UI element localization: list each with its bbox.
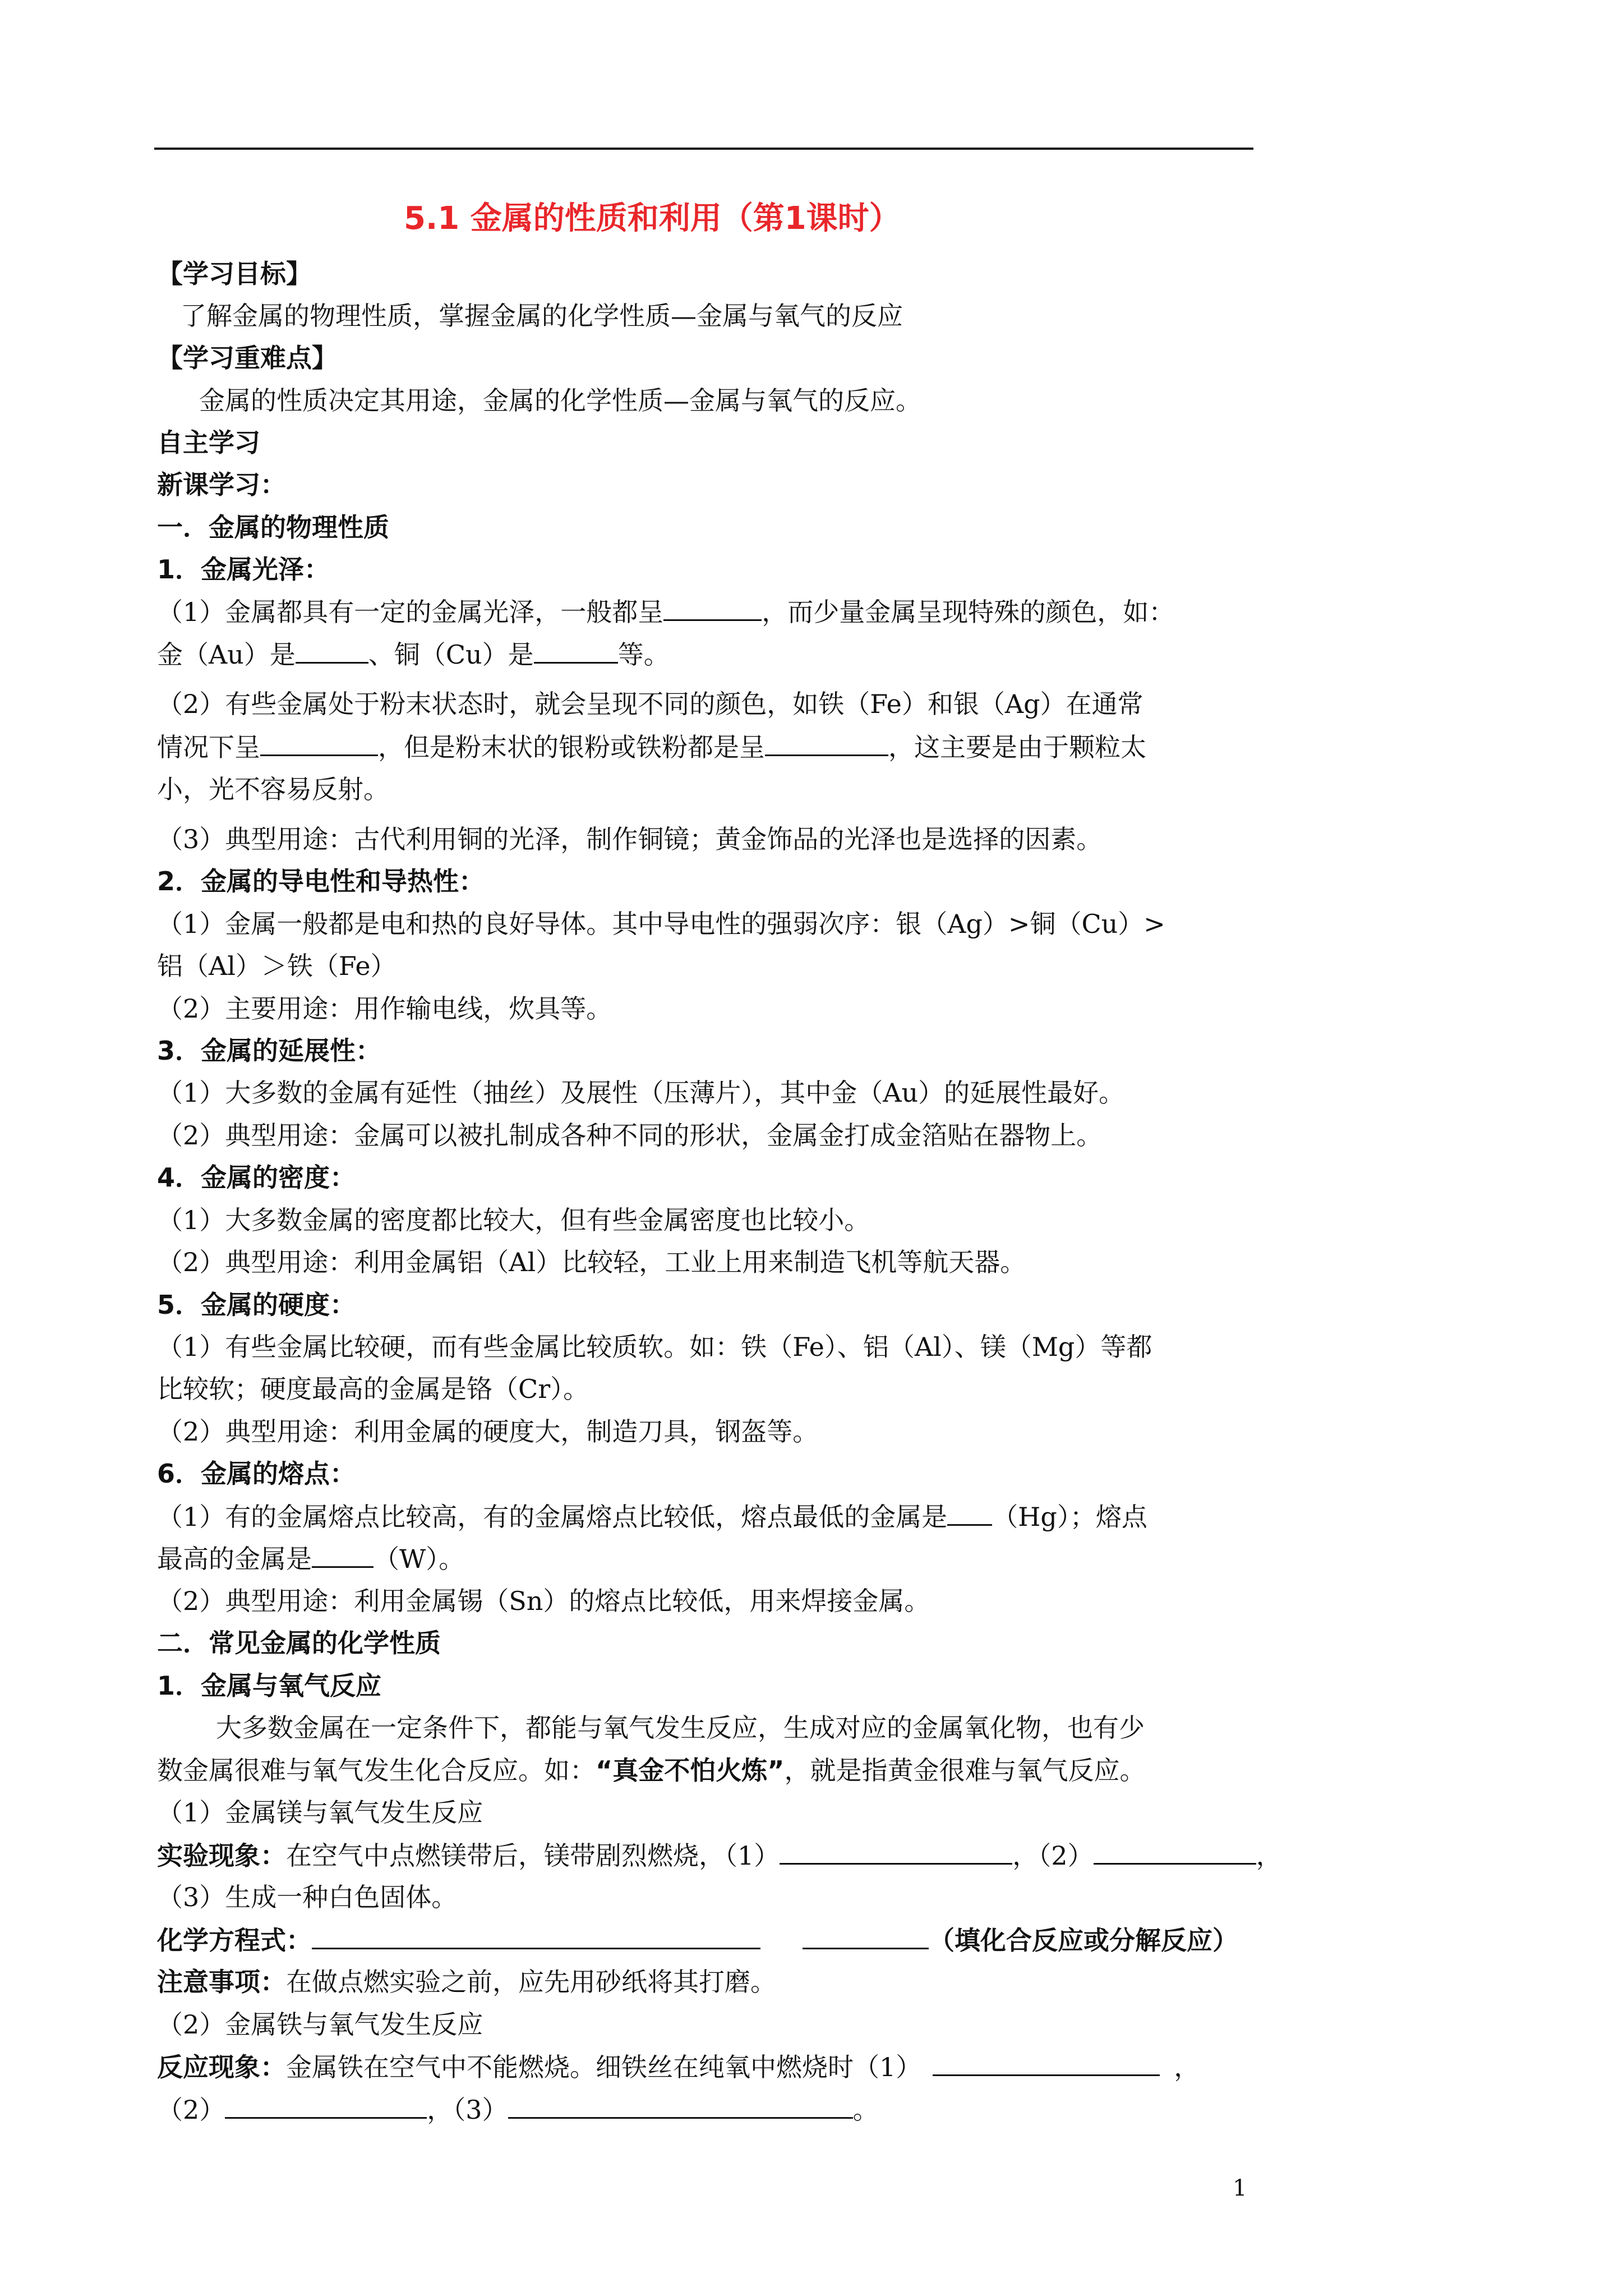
text-span: ，但是粉末状的银粉或铁粉都是呈 — [378, 732, 765, 762]
text-span: 金属铁在空气中不能燃烧。细铁丝在纯氧中燃烧时（1） — [286, 2052, 922, 2082]
subheading-conductivity: 2．金属的导电性和导热性： — [157, 866, 485, 896]
section-heading-objectives: 【学习目标】 — [157, 259, 312, 289]
heading-chemical-properties: 二．常见金属的化学性质 — [157, 1628, 441, 1658]
fill-blank[interactable] — [803, 1923, 929, 1949]
text-line: （1）金属一般都是电和热的良好导体。其中导电性的强弱次序：银（Ag）>铜（Cu）> — [157, 909, 1165, 939]
text-line: （3）生成一种白色固体。 — [157, 1882, 458, 1912]
text-line: （2）典型用途：利用金属的硬度大，制造刀具，钢盔等。 — [157, 1416, 819, 1447]
text-span: ，（3） — [427, 2095, 508, 2125]
objectives-text: 了解金属的物理性质，掌握金属的化学性质—金属与氧气的反应 — [181, 301, 903, 331]
text-line: 小，光不容易反射。 — [157, 774, 389, 804]
fill-blank[interactable] — [508, 2092, 853, 2119]
key-points-text: 金属的性质决定其用途，金属的化学性质—金属与氧气的反应。 — [199, 385, 921, 416]
text-span: ，而少量金属呈现特殊的颜色，如： — [762, 597, 1175, 627]
text-line: （2）典型用途：利用金属锡（Sn）的熔点比较低，用来焊接金属。 — [157, 1586, 930, 1616]
text-span: 金（Au）是 — [157, 639, 296, 670]
text-line: （1）大多数金属的密度都比较大，但有些金属密度也比较小。 — [157, 1205, 870, 1235]
text-line: （3）典型用途：古代利用铜的光泽，制作铜镜；黄金饰品的光泽也是选择的因素。 — [157, 824, 1103, 854]
fill-blank[interactable] — [780, 1838, 1012, 1865]
label-equation: 化学方程式： — [157, 1925, 312, 1955]
reaction-type-hint: （填化合反应或分解反应） — [929, 1925, 1238, 1955]
text-span: （2） — [157, 2095, 225, 2125]
text-span: 数金属很难与氧气发生化合反应。如： — [157, 1755, 596, 1786]
quote-bold: “真金不怕火炼” — [596, 1755, 785, 1786]
text-span: 、铜（Cu）是 — [368, 639, 534, 670]
text-line — [157, 730, 1146, 764]
text-line — [157, 1965, 776, 1999]
text-line: （1）大多数的金属有延性（抽丝）及展性（压薄片），其中金（Au）的延展性最好。 — [157, 1078, 1125, 1108]
text-span: 等。 — [617, 639, 670, 670]
text-line — [157, 1838, 1282, 1872]
subheading-hardness: 5．金属的硬度： — [157, 1290, 356, 1320]
header-rule — [154, 148, 1253, 150]
text-span: （Hg）；熔点 — [992, 1502, 1147, 1532]
text-line — [157, 2092, 879, 2127]
fill-blank[interactable] — [933, 2050, 1160, 2076]
text-span: （W）。 — [374, 1544, 465, 1574]
fill-blank[interactable] — [296, 637, 368, 664]
fill-blank[interactable] — [225, 2092, 427, 2119]
text-line: （2）有些金属处于粉末状态时，就会呈现不同的颜色，如铁（Fe）和银（Ag）在通常 — [157, 689, 1144, 719]
section-heading-key-points: 【学习重难点】 — [157, 343, 338, 373]
text-span: （1）有的金属熔点比较高，有的金属熔点比较低，熔点最低的金属是 — [157, 1502, 948, 1532]
label-reaction-phenomenon: 反应现象： — [157, 2052, 286, 2082]
text-line — [157, 1542, 464, 1576]
fill-blank[interactable] — [312, 1542, 374, 1568]
fill-blank[interactable] — [947, 1499, 992, 1526]
text-span: 在空气中点燃镁带后，镁带剧烈燃烧，（1） — [286, 1841, 780, 1871]
text-line: （1）金属镁与氧气发生反应 — [157, 1797, 483, 1828]
text-line — [157, 637, 670, 671]
text-line: （2）金属铁与氧气发生反应 — [157, 2009, 483, 2040]
text-span: （1）金属都具有一定的金属光泽，一般都呈 — [157, 597, 664, 627]
label-phenomenon: 实验现象： — [157, 1841, 286, 1871]
text-line: 铝（Al）＞铁（Fe） — [157, 951, 396, 981]
heading-self-study: 自主学习 — [157, 427, 260, 458]
text-line: （2）典型用途：利用金属铝（Al）比较轻，工业上用来制造飞机等航天器。 — [157, 1247, 1026, 1277]
fill-blank[interactable] — [765, 730, 888, 756]
page-title: 5.1 金属的性质和利用（第1课时） — [404, 200, 901, 237]
fill-blank[interactable] — [312, 1923, 760, 1949]
heading-new-lesson: 新课学习： — [157, 470, 286, 500]
text-line — [157, 1754, 1145, 1787]
fill-blank[interactable] — [663, 595, 762, 621]
text-span: 情况下呈 — [157, 732, 260, 762]
text-line — [157, 1923, 1238, 1957]
text-line: （1）有些金属比较硬，而有些金属比较质软。如：铁（Fe）、铝（Al）、镁（Mg）等都 — [157, 1332, 1152, 1362]
text-span: ，就是指黄金很难与氧气反应。 — [784, 1755, 1146, 1786]
fill-blank[interactable] — [260, 730, 378, 756]
text-line: （2）主要用途：用作输电线，炊具等。 — [157, 993, 612, 1024]
subheading-melting-point: 6．金属的熔点： — [157, 1458, 356, 1489]
text-line: 比较软；硬度最高的金属是铬（Cr）。 — [157, 1374, 589, 1404]
subheading-luster: 1．金属光泽： — [157, 554, 330, 585]
text-span: ，（2） — [1012, 1841, 1094, 1871]
text-line: 大多数金属在一定条件下，都能与氧气发生反应，生成对应的金属氧化物，也有少 — [216, 1713, 1145, 1743]
text-line — [157, 2050, 1200, 2084]
page-number: 1 — [1233, 2175, 1247, 2201]
subheading-metal-oxygen: 1．金属与氧气反应 — [157, 1671, 382, 1701]
text-span: 在做点燃实验之前，应先用砂纸将其打磨。 — [286, 1967, 776, 1997]
subheading-ductility: 3．金属的延展性： — [157, 1036, 382, 1066]
text-line — [157, 1499, 1147, 1534]
text-span: ， — [1174, 2052, 1200, 2082]
text-line — [157, 595, 1174, 629]
subheading-density: 4．金属的密度： — [157, 1162, 356, 1193]
text-span: ， — [1256, 1841, 1282, 1871]
text-span: 。 — [852, 2095, 879, 2125]
label-notes: 注意事项： — [157, 1967, 286, 1997]
text-span: 最高的金属是 — [157, 1544, 312, 1574]
heading-physical-properties: 一．金属的物理性质 — [157, 512, 389, 542]
text-line: （2）典型用途：金属可以被扎制成各种不同的形状，金属金打成金箔贴在器物上。 — [157, 1120, 1103, 1151]
fill-blank[interactable] — [1094, 1838, 1256, 1865]
text-span: ，这主要是由于颗粒太 — [888, 732, 1146, 762]
fill-blank[interactable] — [534, 637, 618, 664]
